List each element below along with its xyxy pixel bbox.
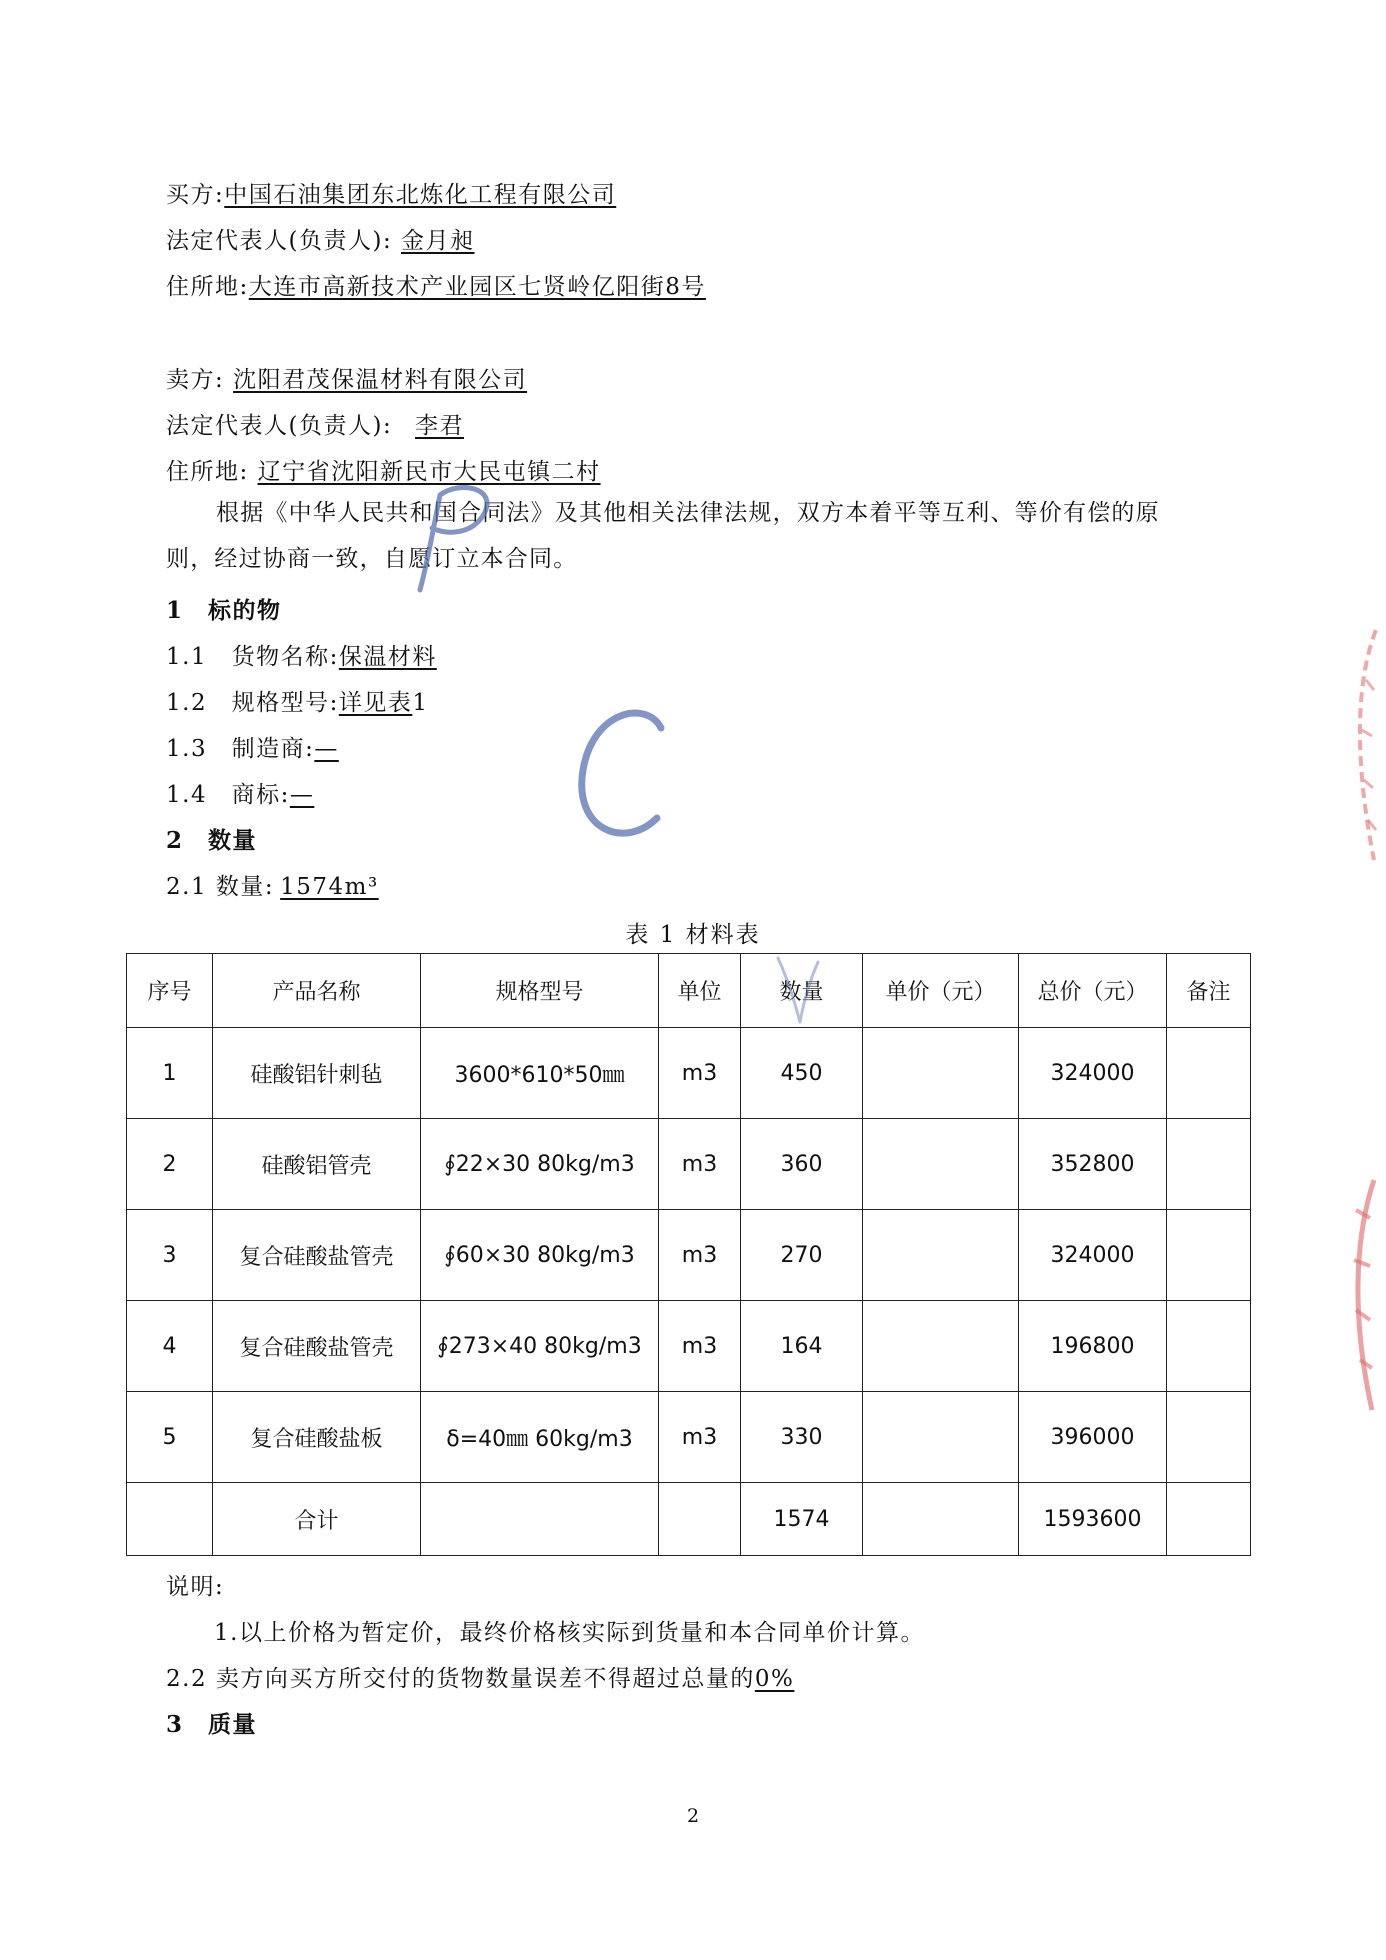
item-1-3-label: 1.3 制造商:	[166, 736, 315, 762]
item-1-3-value: —	[314, 736, 339, 762]
table-cell: ∮273×40 80kg/m3	[421, 1301, 659, 1392]
table-cell: 3600*610*50㎜	[421, 1028, 659, 1119]
table-cell: 1593600	[1019, 1483, 1167, 1556]
clause-2-2	[166, 1660, 794, 1693]
item-1-2-label: 1.2 规格型号:	[166, 690, 339, 716]
buyer-address-label: 住所地:	[166, 274, 249, 300]
table-cell: 1574	[741, 1483, 863, 1556]
table-total-row	[127, 1483, 1251, 1556]
seller-address: 辽宁省沈阳新民市大民屯镇二村	[257, 459, 601, 485]
table-cell	[659, 1483, 741, 1556]
seller-rep-label: 法定代表人(负责人):	[166, 413, 393, 439]
table-cell: 196800	[1019, 1301, 1167, 1392]
quantity-label: 2.1 数量:	[166, 874, 275, 900]
table-cell: δ=40㎜ 60kg/m3	[421, 1392, 659, 1483]
header-cell: 单价（元）	[863, 954, 1019, 1028]
header-cell: 备注	[1167, 954, 1251, 1028]
item-1-2-value: 详见表	[338, 690, 413, 716]
table-cell: 352800	[1019, 1119, 1167, 1210]
table-cell: 324000	[1019, 1210, 1167, 1301]
table-cell	[421, 1483, 659, 1556]
buyer-label: 买方:	[166, 182, 225, 208]
header-cell: 数量	[741, 954, 863, 1028]
table-cell: m3	[659, 1028, 741, 1119]
item-1-1-label: 1.1 货物名称:	[166, 644, 339, 670]
note-1: 1.以上价格为暂定价，最终价格核实际到货量和本合同单价计算。	[214, 1620, 925, 1646]
table-cell: 164	[741, 1301, 863, 1392]
table-cell: 324000	[1019, 1028, 1167, 1119]
table-cell: 复合硅酸盐管壳	[213, 1301, 421, 1392]
seller-rep-line	[166, 407, 464, 440]
preamble	[166, 490, 1226, 582]
header-cell: 规格型号	[421, 954, 659, 1028]
table-cell: 396000	[1019, 1392, 1167, 1483]
table-cell: m3	[659, 1301, 741, 1392]
header-cell: 产品名称	[213, 954, 421, 1028]
clause-2-2-text: 2.2 卖方向买方所交付的货物数量误差不得超过总量的	[166, 1666, 755, 1692]
seller-address-line	[166, 453, 601, 486]
header-cell: 单位	[659, 954, 741, 1028]
table-cell: 4	[127, 1301, 213, 1392]
item-1-3	[166, 730, 339, 763]
table-cell: m3	[659, 1119, 741, 1210]
quantity-value: 1574m³	[280, 874, 379, 900]
table-row	[127, 1392, 1251, 1483]
table-cell	[127, 1483, 213, 1556]
seal-fragment-bottom	[1336, 1170, 1386, 1420]
table-cell: 5	[127, 1392, 213, 1483]
table-cell: 2	[127, 1119, 213, 1210]
material-table	[126, 953, 1251, 1556]
seller-rep: 李君	[415, 413, 465, 439]
table-cell: 3	[127, 1210, 213, 1301]
handwritten-c-mark	[565, 700, 685, 850]
table-cell: 复合硅酸盐管壳	[213, 1210, 421, 1301]
table-cell	[863, 1483, 1019, 1556]
seller-address-label: 住所地:	[166, 459, 249, 485]
buyer-line	[166, 176, 616, 209]
table-cell	[1167, 1392, 1251, 1483]
header-cell: 总价（元）	[1019, 954, 1167, 1028]
table-cell: 硅酸铝针刺毡	[213, 1028, 421, 1119]
page-number: 2	[686, 1805, 700, 1827]
buyer-address-line	[166, 268, 706, 301]
table-caption: 表 1 材料表	[625, 922, 761, 948]
table-cell: 合计	[213, 1483, 421, 1556]
buyer-rep: 金月昶	[401, 228, 475, 254]
section3-heading: 3 质量	[166, 1711, 258, 1738]
table-cell	[863, 1119, 1019, 1210]
table-row	[127, 1028, 1251, 1119]
seller-line	[166, 361, 527, 394]
item-1-1-value: 保温材料	[338, 644, 437, 670]
clause-2-2-value: 0%	[754, 1666, 795, 1692]
table-cell: ∮22×30 80kg/m3	[421, 1119, 659, 1210]
table-cell	[1167, 1210, 1251, 1301]
table-cell: m3	[659, 1210, 741, 1301]
table-cell	[1167, 1119, 1251, 1210]
item-1-2-suffix: 1	[412, 690, 429, 716]
table-cell: ∮60×30 80kg/m3	[421, 1210, 659, 1301]
buyer-rep-line	[166, 222, 475, 255]
seller-name: 沈阳君茂保温材料有限公司	[233, 367, 528, 393]
header-cell: 序号	[127, 954, 213, 1028]
section2-heading: 2 数量	[166, 827, 258, 854]
table-cell	[863, 1301, 1019, 1392]
table-row	[127, 1119, 1251, 1210]
preamble-line2: 则，经过协商一致，自愿订立本合同。	[166, 546, 578, 572]
table-cell	[863, 1210, 1019, 1301]
notes-label: 说明:	[166, 1574, 225, 1600]
section1-heading: 1 标的物	[166, 597, 282, 624]
buyer-address: 大连市高新技术产业园区七贤岭亿阳街8号	[248, 274, 706, 300]
table-cell: 270	[741, 1210, 863, 1301]
table-cell	[863, 1392, 1019, 1483]
table-cell	[1167, 1483, 1251, 1556]
table-cell: m3	[659, 1392, 741, 1483]
table-cell: 1	[127, 1028, 213, 1119]
table-row	[127, 1210, 1251, 1301]
table-cell: 330	[741, 1392, 863, 1483]
table-row	[127, 1301, 1251, 1392]
table-cell: 硅酸铝管壳	[213, 1119, 421, 1210]
seller-label: 卖方:	[166, 367, 225, 393]
table-cell: 360	[741, 1119, 863, 1210]
table-cell: 450	[741, 1028, 863, 1119]
item-1-4-value: —	[289, 782, 315, 808]
item-1-4	[166, 776, 314, 809]
item-1-4-label: 1.4 商标:	[166, 782, 290, 808]
seal-fragment-top	[1336, 620, 1386, 870]
buyer-name: 中国石油集团东北炼化工程有限公司	[224, 182, 617, 208]
table-cell	[1167, 1301, 1251, 1392]
preamble-line1: 根据《中华人民共和国合同法》及其他相关法律法规，双方本着平等互利、等价有偿的原	[216, 500, 1160, 526]
table-cell: 复合硅酸盐板	[213, 1392, 421, 1483]
item-1-2	[166, 684, 428, 717]
buyer-rep-label: 法定代表人(负责人):	[166, 228, 393, 254]
table-header-row	[127, 954, 1251, 1028]
table-cell	[863, 1028, 1019, 1119]
item-1-1	[166, 638, 437, 671]
quantity-line	[166, 868, 379, 901]
table-cell	[1167, 1028, 1251, 1119]
